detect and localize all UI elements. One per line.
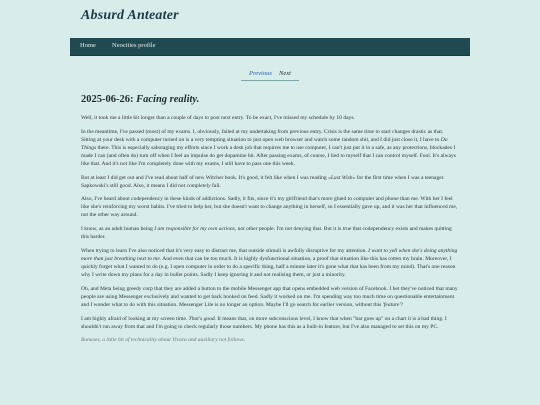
post-paragraph	[81, 247, 459, 279]
paragraph-text: there. This is especially sabotaging my efforts since I work a desk job that requires me to use computer, I can't just put it in a safe, as any protections, blockades I made I can (and often do) turn off when I feel an impulse do get dopamine hit. After passing exams, of course, I lied to myself that I can control myself. Fool. It's always like that. And it's not like I'm completely done with my exams, I still have to pass one this week.	[81, 144, 456, 167]
paragraph-text: , not other people. I'm not denying that. But it is true that codependency exists and makes quitting this harder.	[81, 226, 452, 241]
post-pager	[241, 68, 299, 81]
emphasized-text: That's good.	[188, 315, 217, 322]
paragraph-text: Also, I've heard about codependency in these kinds of addictions. Sadly, it fits, since it's my girlfriend that's more glued to computer and phone than me. With her I feel like she's reinforcing my worst habits. I've tried to help her, but she doesn't want to change anything in herself, so I essentially gave up, and it was her that influenced me, not the other way around.	[81, 196, 458, 219]
paragraph-text: Well, it took me a little bit longer than a couple of days to post next entry. To be exact, I've missed my schedule by 10 days.	[81, 115, 355, 121]
paragraph-text: I know, as an adult human being	[81, 226, 155, 233]
emphasized-text: I want to yell when she's doing anything more than just breathing next to me.	[81, 247, 458, 262]
post-paragraph	[81, 336, 459, 344]
paragraph-text: for the first time when I was a teenager. Sapkowski's still good. Also, it means I did not	[81, 174, 445, 189]
post-paragraph	[81, 285, 459, 309]
paragraph-text: In the meantime, I've passed (most) of my exams. I, obviously, failed at my undertaking from previous entry. Crisis is the same time to start changes drastic as that. Sitting at your desk with a computer turned on is a very tempting situation to just open web browser and watch some random shit, and I did just close it, I have to	[81, 128, 444, 143]
paragraph-text: It means that, on more subconscious level, I know that when "bar goes up" on a chart it is a bad thing. I shouldn't run away from that and I'm going to check regularly those numbers. My phone has this as a built-in feature, but I've also managed to set this on my PC.	[81, 315, 447, 330]
post-paragraph	[81, 195, 459, 219]
previous-post-link[interactable]: Previous	[249, 70, 272, 77]
next-post-label: Next	[279, 70, 291, 77]
post-body	[81, 114, 459, 405]
post-paragraph	[81, 114, 459, 122]
emphasized-text: I am responsible for my own actions	[154, 226, 235, 233]
emphasized-text: Do Things	[81, 136, 448, 151]
paragraph-text: I am highly afraid of looking at my screen time.	[81, 315, 189, 322]
emphasized-text: 'feature'	[382, 301, 401, 308]
paragraph-text: ?	[400, 301, 404, 308]
emphasized-text: Bonuses, a little bit of technicality about Vivaro and auxiliary not follows.	[81, 337, 246, 344]
paragraph-text: And even that can be too much. It is highly dysfunctional situation, a proof that situation like this has rotten my brain. Moreover, I quickly forget what I wanted to do (e.g. I open computer in order to do a specific thing, half a minute later it's gone what that has been from my mind). That's one reason why I write down my plans for a day in bullet points. Sadly I keep ignoring it and not realising them, or just a minority.	[81, 255, 456, 278]
post-date: 2025-06-26:	[81, 94, 134, 105]
main-nav	[70, 38, 470, 56]
paragraph-text: Oh, and Meta being greedy corp that they are added a button to the mobile Messenger app that opens embedded web version of Facebook. I bet they've noticed that many people are using Messenger exclusively and wanted to get back hooked on feed. Sadly it worked on me. I'm spending way too much time on questionable entertainment and I wonder what to do with this situation. Messenger Lite is no longer an option. Maybe I'll go search for earlier version, without this	[81, 285, 458, 308]
nav-link-neocities-profile[interactable]: Neocities profile	[112, 42, 156, 49]
site-title[interactable]: Absurd Anteater	[81, 8, 179, 23]
post-title: Facing reality.	[136, 94, 200, 105]
nav-link-home[interactable]: Home	[80, 42, 96, 49]
post-heading	[81, 94, 199, 105]
paragraph-text: fail.	[210, 182, 221, 189]
post-paragraph	[81, 315, 459, 331]
post-paragraph	[81, 225, 459, 241]
post-paragraph	[81, 128, 459, 168]
post-paragraph	[81, 174, 459, 190]
paragraph-text: When trying to learn I've also noticed that it's very easy to distract me, that outside stimuli is awfully disruptive for my attention.	[81, 247, 369, 254]
emphasized-text: completely	[186, 182, 211, 189]
emphasized-text: «Last Wish»	[328, 174, 356, 181]
paragraph-text: But at least I did get out and I've read about half of new Witcher book. It's good, it felt like when I was reading	[81, 174, 329, 181]
